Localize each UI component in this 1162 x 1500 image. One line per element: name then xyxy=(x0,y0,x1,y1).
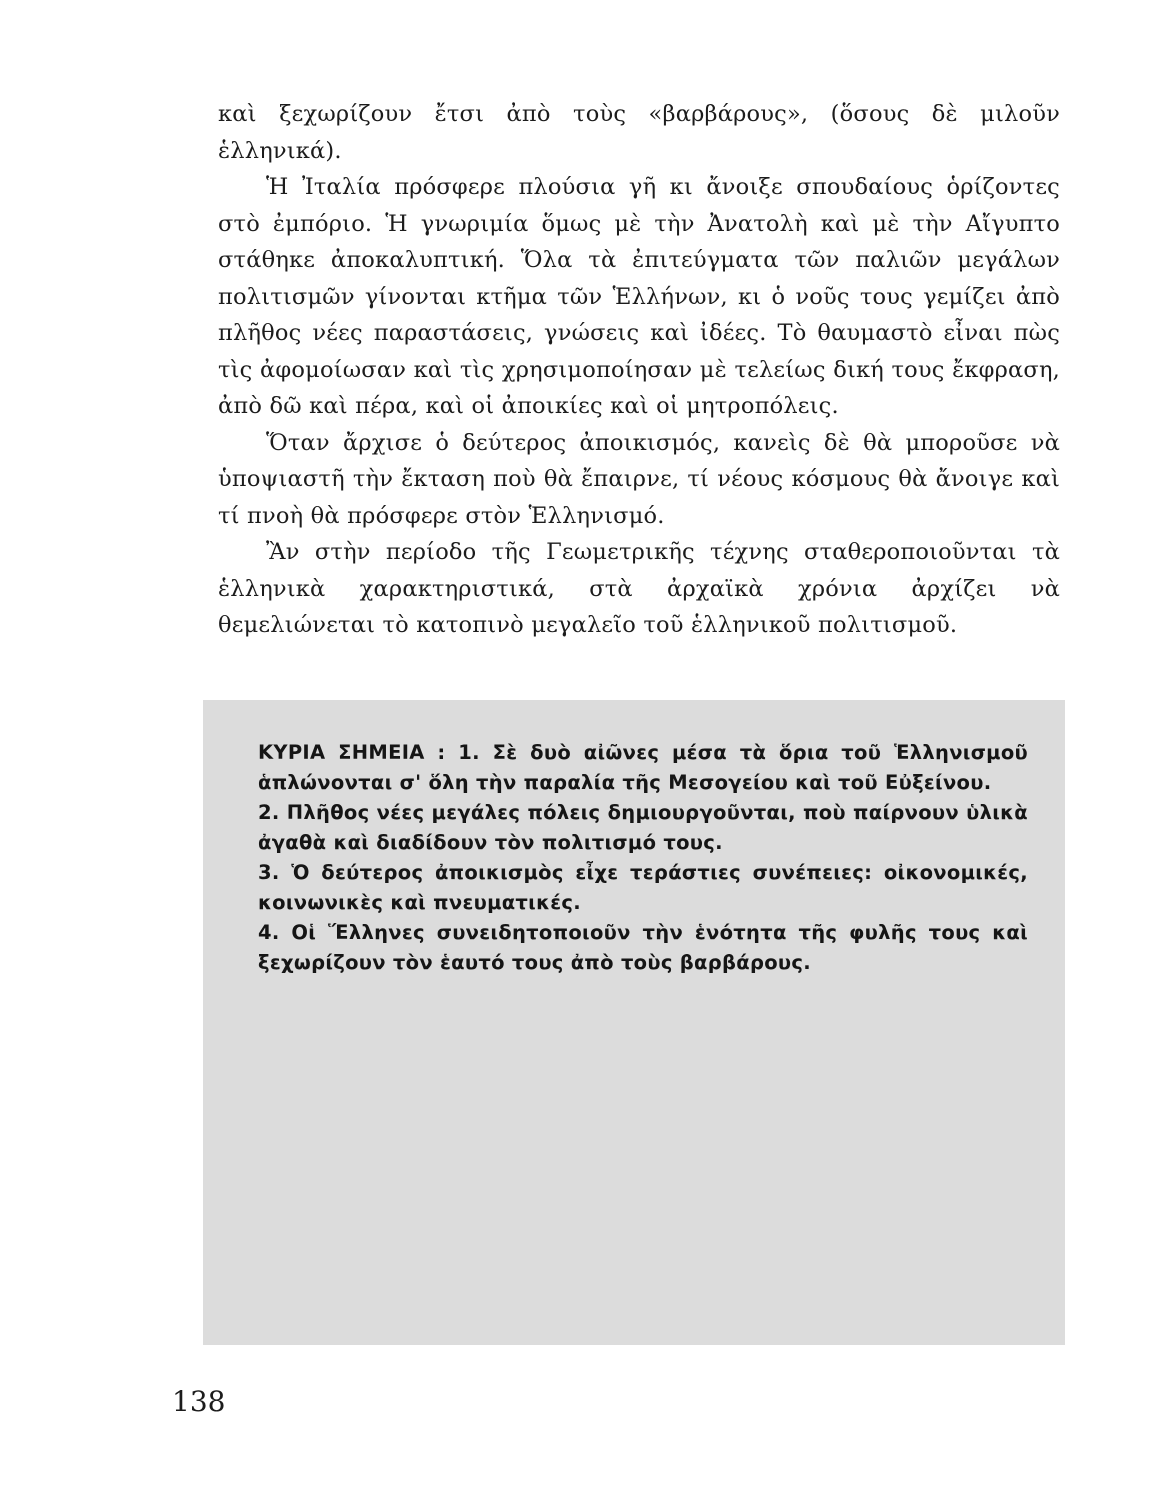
paragraph: Ὅταν ἄρχισε ὁ δεύτερος ἀποικισμός, κανεὶς δὲ θὰ μποροῦσε νὰ ὑποψιαστῆ τὴν ἔκταση ποὺ θὰ ἔπαιρνε, τί νέους κόσμους θὰ ἄνοιγε καὶ τί πνοὴ θὰ πρόσφερε στὸν Ἑλληνισμό. xyxy=(218,429,1060,529)
summary-point: ΚΥΡΙΑ ΣΗΜΕΙΑ : 1. Σὲ δυὸ αἰῶνες μέσα τὰ ὅρια τοῦ Ἑλληνισμοῦ ἁπλώνονται σ' ὅλη τὴν παραλία τῆς Μεσογείου καὶ τοῦ Εὐξείνου. xyxy=(258,741,1028,794)
paragraph: καὶ ξεχωρίζουν ἔτσι ἀπὸ τοὺς «βαρβάρους», (ὅσους δὲ μιλοῦν ἑλληνικά). xyxy=(218,101,1060,164)
paragraph: Ἡ Ἰταλία πρόσφερε πλούσια γῆ κι ἄνοιξε σπουδαίους ὁρίζοντες στὸ ἐμπόριο. Ἡ γνωριμία ὅμως μὲ τὴν Ἀνατολὴ καὶ μὲ τὴν Αἴγυπτο στάθηκε ἀποκαλυπτική. Ὅλα τὰ ἐπιτεύγματα τῶν παλιῶν μεγάλων πολιτισμῶν γίνονται κτῆμα τῶν Ἑλλήνων, κι ὁ νοῦς τους γεμίζει ἀπὸ πλῆθος νέες παραστάσεις, γνώσεις καὶ ἰδέες. Τὸ θαυμαστὸ εἶναι πὼς τὶς ἀφομοίωσαν καὶ τὶς χρησιμοποίησαν μὲ τελείως δική τους ἔκφραση, ἀπὸ δῶ καὶ πέρα, καὶ οἱ ἀποικίες καὶ οἱ μητροπόλεις. xyxy=(218,174,1060,419)
paragraph: Ἂν στὴν περίοδο τῆς Γεωμετρικῆς τέχνης σταθεροποιοῦνται τὰ ἑλληνικὰ χαρακτηριστικά, στὰ ἀρχαϊκὰ χρόνια ἀρχίζει νὰ θεμελιώνεται τὸ κατοπινὸ μεγαλεῖο τοῦ ἑλληνικοῦ πολιτισμοῦ. xyxy=(218,539,1060,638)
summary-point: 2. Πλῆθος νέες μεγάλες πόλεις δημιουργοῦνται, ποὺ παίρνουν ὑλικὰ ἀγαθὰ καὶ διαδίδουν τὸν πολιτισμό τους. xyxy=(258,801,1028,854)
page-number: 138 xyxy=(172,1385,226,1418)
summary-point: 4. Οἱ Ἕλληνες συνειδητοποιοῦν τὴν ἑνότητα τῆς φυλῆς τους καὶ ξεχωρίζουν τὸν ἑαυτό τους ἀπὸ τοὺς βαρβάρους. xyxy=(258,921,1028,974)
main-text xyxy=(218,96,1060,644)
summary-point: 3. Ὁ δεύτερος ἀποικισμὸς εἶχε τεράστιες συνέπειες: οἰκονομικές, κοινωνικὲς καὶ πνευματικές. xyxy=(258,861,1028,914)
summary-points xyxy=(258,738,1028,978)
